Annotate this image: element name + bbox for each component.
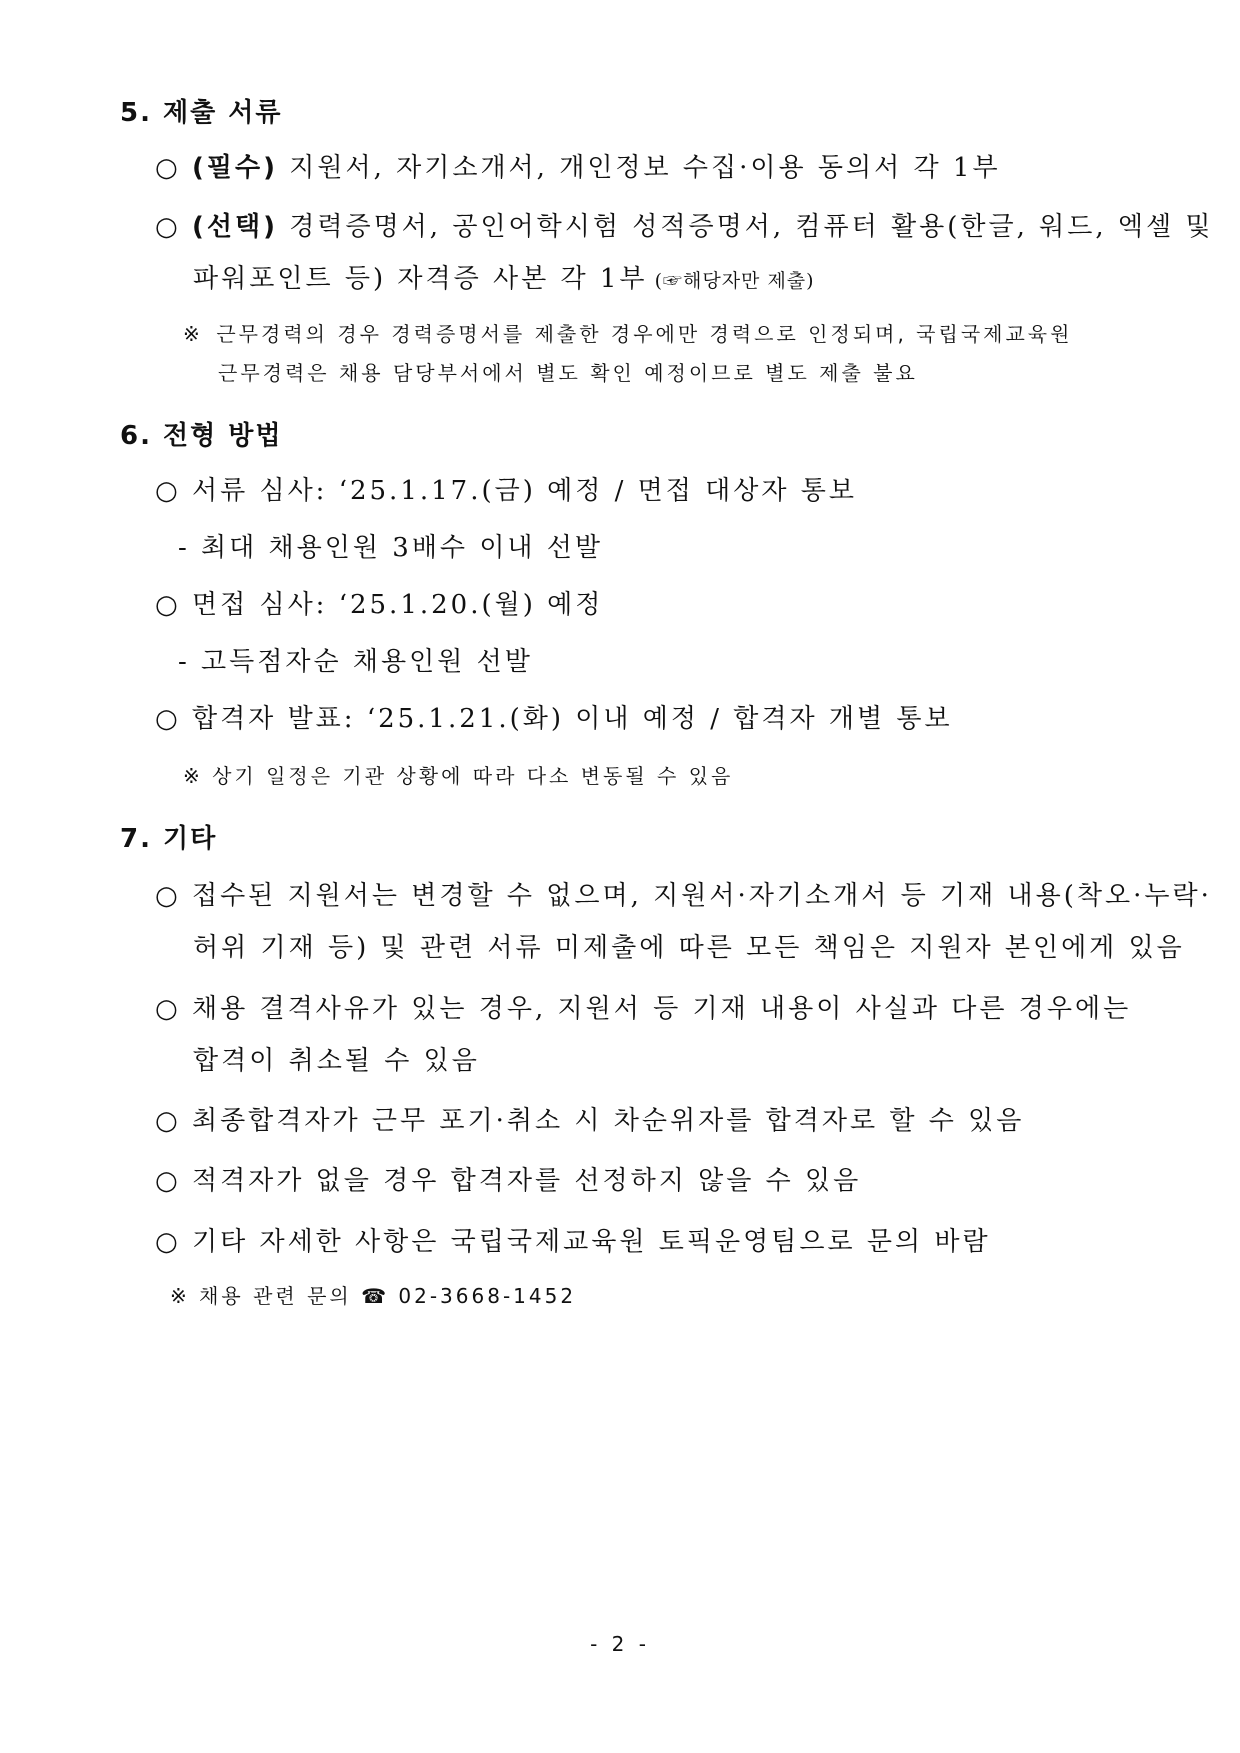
- required-text: 지원서, 자기소개서, 개인정보 수집·이용 동의서 각 1부: [277, 153, 1001, 183]
- s7-item-4: ○ 적격자가 없을 경우 합격자를 선정하지 않을 수 있음: [155, 1166, 862, 1196]
- optional-text-line2: 파워포인트 등) 자격증 사본 각 1부: [193, 264, 648, 294]
- section-6-heading: 6. 전형 방법: [120, 421, 283, 451]
- s7-item-1-line1: ○ 접수된 지원서는 변경할 수 없으며, 지원서·자기소개서 등 기재 내용(착오·누락·: [155, 881, 1212, 911]
- s6-announcement: ○ 합격자 발표: ‘25.1.21.(화) 이내 예정 / 합격자 개별 통보: [155, 704, 953, 734]
- s6-document-review: ○ 서류 심사: ‘25.1.17.(금) 예정 / 면접 대상자 통보: [155, 476, 858, 506]
- s7-item-1-line2: 허위 기재 등) 및 관련 서류 미제출에 따른 모든 책임은 지원자 본인에게 있음: [193, 933, 1185, 963]
- bullet: ○: [155, 153, 181, 183]
- section-5-heading: 5. 제출 서류: [120, 98, 283, 128]
- s5-optional-item: [155, 206, 1214, 243]
- optional-note: (☞해당자만 제출): [647, 270, 815, 292]
- s7-item-5: ○ 기타 자세한 사항은 국립국제교육원 토픽운영팀으로 문의 바람: [155, 1227, 991, 1257]
- s7-item-3: ○ 최종합격자가 근무 포기·취소 시 차순위자를 합격자로 할 수 있음: [155, 1106, 1025, 1136]
- s6-interview: ○ 면접 심사: ‘25.1.20.(월) 예정: [155, 590, 604, 620]
- s5-note-line2: 근무경력은 채용 담당부서에서 별도 확인 예정이므로 별도 제출 불요: [218, 361, 918, 385]
- s7-item-2-line1: ○ 채용 결격사유가 있는 경우, 지원서 등 기재 내용이 사실과 다른 경우에는: [155, 994, 1132, 1024]
- note-text-1: 근무경력의 경우 경력증명서를 제출한 경우에만 경력으로 인정되며, 국립국제교육원: [216, 322, 1073, 346]
- note-mark: ※: [183, 322, 203, 346]
- s5-note-line1: [183, 318, 1072, 347]
- s5-optional-item-line2: [193, 258, 815, 295]
- required-label: (필수): [191, 153, 278, 183]
- optional-label: (선택): [191, 212, 278, 242]
- s7-item-2-line2: 합격이 취소될 수 있음: [193, 1046, 480, 1076]
- page-number: - 2 -: [590, 1632, 650, 1656]
- s5-required-item: [155, 147, 1001, 184]
- section-7-heading: 7. 기타: [120, 824, 218, 854]
- s6-note: ※ 상기 일정은 기관 상황에 따라 다소 변동될 수 있음: [183, 764, 734, 788]
- s6-document-review-sub: - 최대 채용인원 3배수 이내 선발: [178, 533, 604, 563]
- s6-interview-sub: - 고득점자순 채용인원 선발: [178, 647, 533, 677]
- s7-contact: ※ 채용 관련 문의 ☎ 02-3668-1452: [170, 1284, 577, 1308]
- optional-text-line1: 경력증명서, 공인어학시험 성적증명서, 컴퓨터 활용(한글, 워드, 엑셀 및: [277, 212, 1214, 242]
- bullet: ○: [155, 212, 181, 242]
